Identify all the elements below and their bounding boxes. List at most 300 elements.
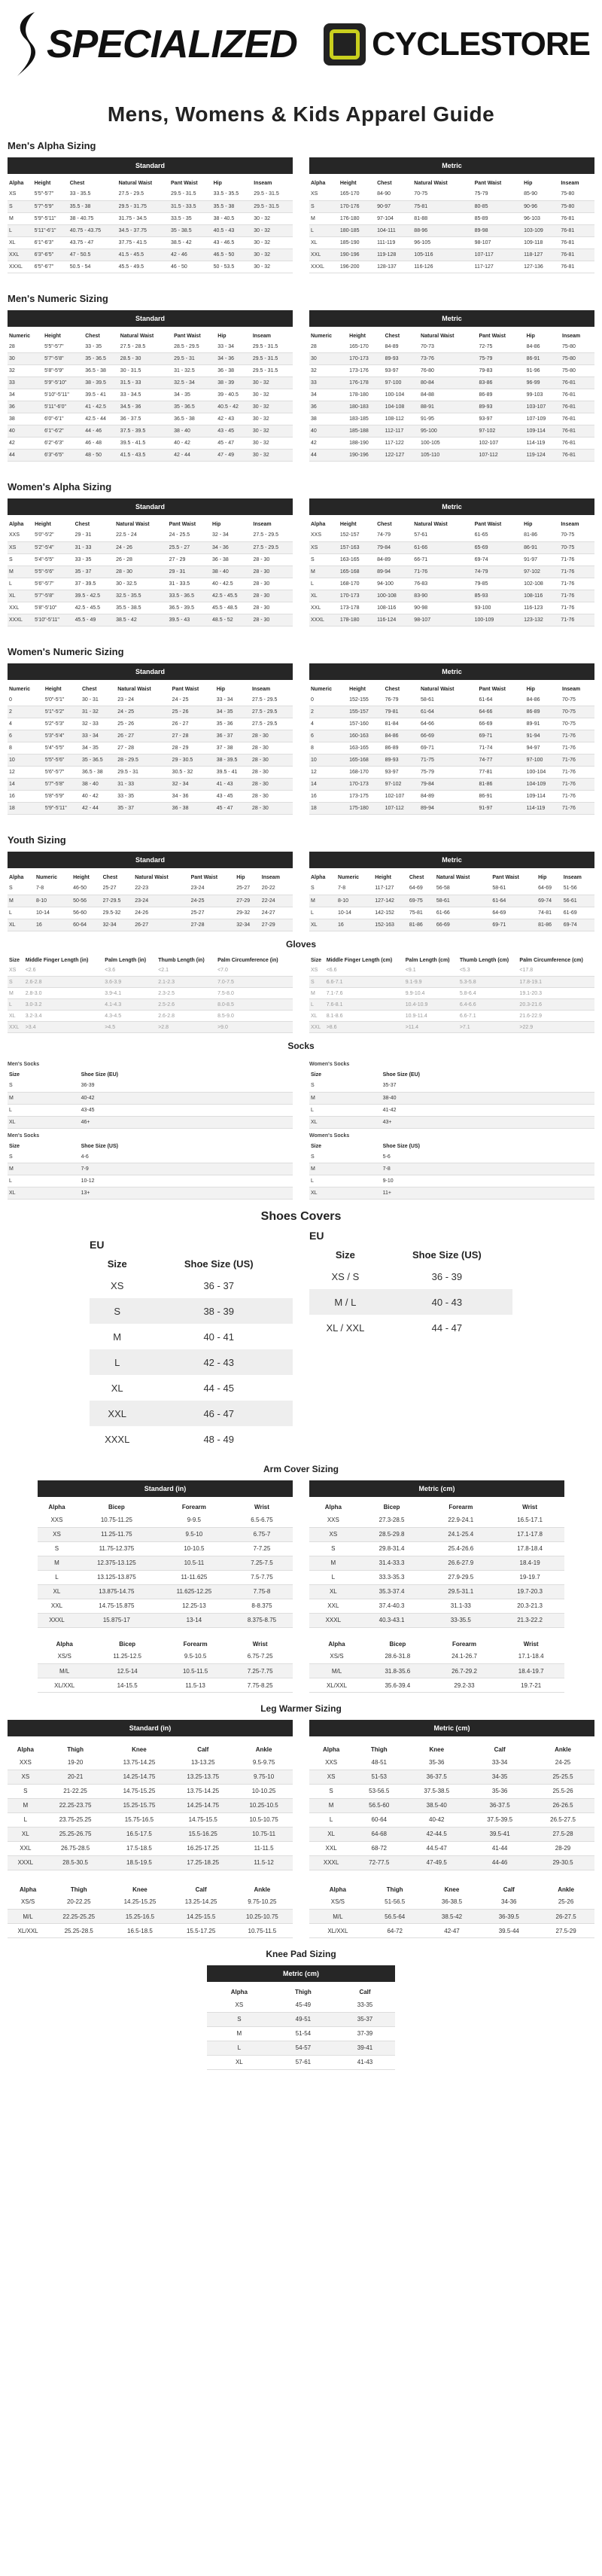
column-header: Numeric bbox=[311, 333, 333, 339]
table-cell: 5'10"-5'11" bbox=[43, 389, 84, 401]
gloves-tables bbox=[8, 956, 594, 1034]
table-cell: 37-39 bbox=[335, 2026, 395, 2041]
column-header: Inseam bbox=[561, 181, 579, 186]
arm-standard-table-2 bbox=[38, 1639, 293, 1693]
table-cell: 27.5 - 29.5 bbox=[252, 529, 293, 541]
table-cell: 32 - 34 bbox=[211, 529, 251, 541]
table-cell: 28 - 30 bbox=[252, 553, 293, 566]
table-cell: XS / S bbox=[331, 1270, 360, 1282]
table-row bbox=[8, 1812, 293, 1827]
table-cell: 30 - 32 bbox=[251, 389, 293, 401]
table-cell: >22.9 bbox=[518, 1022, 594, 1033]
table-cell: 27.5 - 29.5 bbox=[251, 694, 293, 706]
knee-pad-title: Knee Pad Sizing bbox=[266, 1949, 336, 1959]
table-cell: XL bbox=[8, 1187, 80, 1200]
column-header: Bicep bbox=[389, 1640, 406, 1648]
table-cell: L bbox=[309, 999, 325, 1011]
table-cell: 27 - 28 bbox=[171, 730, 215, 742]
size-table bbox=[38, 1639, 293, 1693]
table-cell: 10.75-11.5 bbox=[232, 1924, 293, 1938]
column-header: Size bbox=[9, 1143, 20, 1149]
table-row bbox=[8, 1755, 293, 1770]
table-row bbox=[8, 566, 293, 578]
table-cell: 84-89 bbox=[375, 553, 412, 566]
table-cell: 25 - 26 bbox=[171, 706, 215, 718]
table-cell: 34 - 36 bbox=[171, 791, 215, 803]
table-cell: 28.5-30.5 bbox=[44, 1855, 108, 1870]
column-header: Hip bbox=[526, 686, 535, 692]
table-cell: 30 - 32 bbox=[251, 401, 293, 413]
table-row bbox=[309, 919, 594, 931]
column-header: Alpha bbox=[322, 1746, 340, 1753]
column-header: Numeric bbox=[9, 333, 31, 339]
table-cell: 36 - 37 bbox=[203, 1279, 234, 1291]
table-cell: S bbox=[309, 977, 325, 988]
table-cell: 28.5-29.8 bbox=[357, 1527, 427, 1541]
table-cell: 5'8"-5'10" bbox=[33, 602, 74, 614]
table-cell: 70-75 bbox=[412, 188, 473, 200]
table-cell: 11-11.625 bbox=[157, 1570, 231, 1584]
table-cell: 10 bbox=[8, 755, 44, 767]
table-cell: 75-80 bbox=[559, 200, 594, 212]
table-cell: 7-8 bbox=[336, 883, 373, 895]
column-header: Thumb Length (in) bbox=[158, 957, 205, 963]
mens-socks-eu-table bbox=[8, 1070, 293, 1129]
table-cell: 30 - 32 bbox=[252, 224, 293, 236]
table-cell: 40-42 bbox=[80, 1092, 293, 1104]
table-row bbox=[8, 919, 293, 931]
table-cell: 25.4-26.6 bbox=[426, 1541, 495, 1556]
table-cell: 103-109 bbox=[522, 224, 559, 236]
table-row bbox=[8, 767, 293, 779]
table-cell: 69-74 bbox=[537, 895, 562, 907]
cyclestore-logo-icon bbox=[324, 23, 366, 66]
mens-socks-us-table bbox=[8, 1142, 293, 1200]
table-cell: 13+ bbox=[80, 1187, 293, 1200]
table-cell: 84-88 bbox=[419, 389, 477, 401]
table-row bbox=[8, 212, 293, 224]
table-cell: 109-118 bbox=[522, 236, 559, 248]
table-cell: 25.25-26.75 bbox=[44, 1827, 108, 1841]
table-cell: 51-56 bbox=[562, 883, 594, 895]
table-row bbox=[90, 1298, 293, 1324]
table-cell: 28 - 29.5 bbox=[116, 755, 170, 767]
table-cell: 9.5-10.5 bbox=[163, 1650, 227, 1664]
table-row bbox=[309, 1650, 564, 1664]
column-header: Wrist bbox=[252, 1640, 268, 1648]
table-cell: >9.0 bbox=[216, 1022, 293, 1033]
table-cell: 29.5-32 bbox=[102, 907, 134, 919]
table-cell: <7.0 bbox=[216, 965, 293, 977]
mens-numeric-section bbox=[8, 293, 594, 462]
table-cell: 5'7"-5'8" bbox=[43, 353, 84, 365]
table-cell: 17.8-18.4 bbox=[495, 1541, 564, 1556]
table-cell: 127-136 bbox=[522, 261, 559, 273]
table-cell: 18 bbox=[309, 803, 348, 815]
table-cell: 37.5-39.5 bbox=[468, 1812, 531, 1827]
table-row bbox=[38, 1527, 293, 1541]
table-cell: 28 - 30 bbox=[251, 767, 293, 779]
column-header: Thigh bbox=[386, 1886, 403, 1893]
column-header: Inseam bbox=[561, 522, 579, 527]
table-cell: M bbox=[8, 1092, 80, 1104]
table-cell: 27.5 - 29.5 bbox=[251, 718, 293, 730]
table-row bbox=[8, 450, 293, 462]
table-row bbox=[309, 1812, 594, 1827]
table-row bbox=[309, 730, 594, 742]
table-cell: 6'1"-6'3" bbox=[33, 236, 68, 248]
table-row bbox=[309, 200, 594, 212]
table-cell: 4.1-4.3 bbox=[103, 999, 157, 1011]
table-row bbox=[309, 1584, 564, 1599]
table-cell: 6'5"-6'7" bbox=[33, 261, 68, 273]
table-cell: XS bbox=[207, 1998, 272, 2012]
table-cell: 69-75 bbox=[408, 895, 435, 907]
table-cell: 173-175 bbox=[348, 791, 383, 803]
column-header: Natural Waist bbox=[117, 686, 151, 692]
table-cell: 30 - 32 bbox=[252, 236, 293, 248]
table-cell: 46+ bbox=[80, 1116, 293, 1128]
table-cell: 20-22.25 bbox=[48, 1895, 109, 1910]
table-cell: 86-91 bbox=[477, 791, 524, 803]
table-cell: S bbox=[309, 1080, 382, 1092]
table-cell: 33 bbox=[8, 377, 43, 389]
table-cell: 23.75-25.25 bbox=[44, 1812, 108, 1827]
table-cell: 11.75-12.375 bbox=[76, 1541, 157, 1556]
table-cell: S bbox=[207, 2012, 272, 2026]
table-cell: 83-86 bbox=[477, 377, 524, 389]
table-cell: 16 bbox=[309, 791, 348, 803]
table-row bbox=[309, 401, 594, 413]
table-cell: 76-81 bbox=[561, 425, 594, 437]
table-cell: 89-94 bbox=[375, 566, 412, 578]
table-row bbox=[309, 767, 594, 779]
table-cell: 35 - 37 bbox=[74, 566, 114, 578]
table-cell: 28.5 - 29.5 bbox=[172, 341, 216, 353]
table-cell: 24 - 25 bbox=[171, 694, 215, 706]
table-cell: 29.2-33 bbox=[431, 1678, 498, 1693]
table-cell: L bbox=[309, 578, 339, 590]
column-header: Wrist bbox=[523, 1640, 539, 1648]
table-cell: 28.5 - 30 bbox=[119, 353, 172, 365]
table-cell: L bbox=[8, 224, 33, 236]
table-cell: 64-69 bbox=[408, 883, 435, 895]
table-cell: 37.5-38.5 bbox=[405, 1784, 468, 1798]
table-cell: XS bbox=[309, 1770, 353, 1784]
column-header: Alpha bbox=[9, 522, 24, 527]
table-cell: 102-107 bbox=[477, 437, 524, 450]
table-cell: 13-13.25 bbox=[171, 1755, 235, 1770]
table-cell: 96-103 bbox=[522, 212, 559, 224]
table-cell: 29.5 - 31.5 bbox=[169, 188, 212, 200]
column-header: Calf bbox=[494, 1746, 506, 1753]
table-cell: 88-91 bbox=[419, 401, 477, 413]
table-cell: 42 - 43 bbox=[216, 413, 251, 425]
table-row bbox=[309, 742, 594, 755]
table-cell: 31 - 32.5 bbox=[172, 365, 216, 377]
table-row bbox=[309, 614, 594, 626]
table-row bbox=[8, 261, 293, 273]
table-cell: 81-86 bbox=[408, 919, 435, 931]
column-header: Bicep bbox=[383, 1504, 400, 1511]
table-cell: 27 - 28 bbox=[116, 742, 170, 755]
table-cell: 89-93 bbox=[384, 755, 419, 767]
column-header: Pant Waist bbox=[174, 333, 201, 339]
table-row bbox=[309, 248, 594, 261]
table-cell: 7.5-7.75 bbox=[231, 1570, 293, 1584]
table-cell: 33 - 34 bbox=[215, 694, 251, 706]
table-cell: 12.5-14 bbox=[91, 1664, 163, 1678]
table-cell: 108-112 bbox=[384, 413, 419, 425]
column-header: Chest bbox=[385, 333, 400, 339]
table-cell: 21.6-22.9 bbox=[518, 1011, 594, 1022]
column-header: Chest bbox=[377, 181, 392, 186]
table-cell: XL bbox=[8, 590, 33, 602]
table-cell: 4 bbox=[8, 718, 44, 730]
table-cell: 102-107 bbox=[384, 791, 419, 803]
table-row bbox=[309, 1513, 564, 1527]
table-cell: M bbox=[38, 1556, 76, 1570]
table-cell: 16 bbox=[336, 919, 373, 931]
table-cell: 13.875-14.75 bbox=[76, 1584, 157, 1599]
table-row bbox=[309, 437, 594, 450]
table-cell: 76-83 bbox=[412, 578, 473, 590]
table-cell: 7.6-8.1 bbox=[325, 999, 404, 1011]
brand-specialized: SPECIALIZED bbox=[47, 23, 297, 66]
table-cell: XS/S bbox=[8, 1895, 48, 1910]
table-cell: 76-81 bbox=[561, 377, 594, 389]
column-header: Middle Finger Length (in) bbox=[25, 957, 89, 963]
table-row bbox=[8, 907, 293, 919]
table-row bbox=[309, 1116, 594, 1128]
table-cell: 22-24 bbox=[260, 895, 293, 907]
table-cell: 157-163 bbox=[339, 541, 375, 553]
table-cell: 75-79 bbox=[473, 188, 523, 200]
table-cell: 28 bbox=[309, 341, 348, 353]
column-header: Numeric bbox=[35, 875, 57, 880]
table-cell: 28 - 30 bbox=[252, 602, 293, 614]
table-cell: XL bbox=[38, 1584, 76, 1599]
table-cell: 39 - 40.5 bbox=[216, 389, 251, 401]
table-cell: 14.75-15.25 bbox=[108, 1784, 172, 1798]
column-header: Wrist bbox=[254, 1504, 269, 1511]
table-row bbox=[309, 1613, 564, 1627]
table-cell: 24.1-26.7 bbox=[431, 1650, 498, 1664]
table-cell: 6.4-6.6 bbox=[458, 999, 518, 1011]
column-header: Size bbox=[9, 957, 20, 963]
table-cell: 71-75 bbox=[419, 755, 477, 767]
table-cell: 28 - 30 bbox=[252, 614, 293, 626]
table-cell: 84-86 bbox=[525, 341, 561, 353]
column-header: Height bbox=[339, 522, 357, 527]
table-cell: L bbox=[309, 1175, 382, 1187]
table-cell: XL/XXL bbox=[309, 1678, 364, 1693]
table-cell: 42 - 46 bbox=[169, 248, 212, 261]
table-cell: 33-35 bbox=[335, 1998, 395, 2012]
table-cell: 39.5-41 bbox=[468, 1827, 531, 1841]
table-cell: 6.75-7 bbox=[231, 1527, 293, 1541]
table-cell: 23-24 bbox=[190, 883, 236, 895]
table-cell: 5'7"-5'8" bbox=[33, 590, 74, 602]
table-cell: 10.25-10.5 bbox=[235, 1798, 293, 1812]
table-cell: 71-76 bbox=[561, 730, 594, 742]
table-cell: 38.5 - 42 bbox=[169, 236, 212, 248]
table-cell: 76-81 bbox=[561, 413, 594, 425]
table-cell: 74-81 bbox=[537, 907, 562, 919]
table-cell: 64-66 bbox=[419, 718, 477, 730]
table-cell: 38 - 39 bbox=[144, 1298, 293, 1324]
table-cell: 37.5 - 39.5 bbox=[119, 425, 172, 437]
table-cell: <9.1 bbox=[404, 965, 458, 977]
table-cell: 14.25-15.25 bbox=[109, 1895, 170, 1910]
table-row bbox=[8, 1827, 293, 1841]
table-cell: 86-91 bbox=[525, 353, 561, 365]
table-cell: 35 - 36.5 bbox=[172, 401, 216, 413]
table-cell: 37 - 38 bbox=[215, 742, 251, 755]
column-header: Alpha bbox=[328, 1640, 345, 1648]
table-cell: XL bbox=[111, 1382, 123, 1394]
table-cell: 29.8-31.4 bbox=[357, 1541, 427, 1556]
table-cell: >7.1 bbox=[458, 1022, 518, 1033]
table-cell: 36 - 39 bbox=[431, 1270, 463, 1282]
table-cell: L bbox=[309, 1812, 353, 1827]
table-cell: 33.5 - 35.5 bbox=[212, 188, 253, 200]
column-header: Inseam bbox=[253, 522, 272, 527]
table-cell: 32 bbox=[8, 365, 43, 377]
table-cell: 14.25-15.5 bbox=[171, 1910, 232, 1924]
table-cell: M bbox=[309, 1092, 382, 1104]
table-cell: 188-190 bbox=[348, 437, 383, 450]
column-header: Chest bbox=[377, 522, 392, 527]
table-cell: XL bbox=[309, 1187, 382, 1200]
table-cell: 99-103 bbox=[525, 389, 561, 401]
table-cell: 180-183 bbox=[348, 401, 383, 413]
table-cell: 2.8-3.0 bbox=[24, 988, 104, 999]
table-cell: 8.5-9.0 bbox=[216, 1011, 293, 1022]
table-cell: 107-117 bbox=[473, 248, 523, 261]
table-cell: 10-10.25 bbox=[235, 1784, 293, 1798]
table-cell: 29.5 - 31.5 bbox=[252, 200, 293, 212]
table-cell: 29-30.5 bbox=[531, 1855, 594, 1870]
table-cell: 68-72 bbox=[353, 1841, 405, 1855]
table-cell: 5'1"-5'2" bbox=[44, 706, 81, 718]
table-cell: XL bbox=[309, 1827, 353, 1841]
table-cell: 75-79 bbox=[419, 767, 477, 779]
table-cell: 29.5 - 31.5 bbox=[252, 188, 293, 200]
table-cell: 39.5 - 41 bbox=[84, 389, 119, 401]
shoe-covers-left-table bbox=[90, 1255, 293, 1452]
table-cell: XXL bbox=[38, 1599, 76, 1613]
table-cell: 89-93 bbox=[384, 353, 419, 365]
shoe-covers-left-label: EU bbox=[90, 1239, 105, 1251]
table-cell: 58-61 bbox=[419, 694, 477, 706]
table-cell: 33.5 - 36.5 bbox=[168, 590, 211, 602]
table-cell: 46.5 - 50 bbox=[212, 248, 253, 261]
table-row bbox=[309, 1080, 594, 1092]
table-cell: 23 - 24 bbox=[116, 694, 170, 706]
table-row bbox=[309, 425, 594, 437]
table-row bbox=[207, 1998, 395, 2012]
table-cell: 13.75-14.25 bbox=[108, 1755, 172, 1770]
leg-warmer-section bbox=[8, 1720, 594, 1938]
table-cell: 34 - 35 bbox=[172, 389, 216, 401]
table-cell: 13-14 bbox=[157, 1613, 231, 1627]
table-cell: 47-49.5 bbox=[405, 1855, 468, 1870]
table-cell: 51-53 bbox=[353, 1770, 405, 1784]
table-cell: 43+ bbox=[382, 1116, 594, 1128]
table-row bbox=[8, 1092, 293, 1104]
table-row bbox=[8, 541, 293, 553]
table-cell: 178-180 bbox=[339, 614, 375, 626]
table-row bbox=[8, 413, 293, 425]
table-cell: 42.5 - 45.5 bbox=[211, 590, 251, 602]
table-cell: 100-104 bbox=[384, 389, 419, 401]
table-cell: 185-188 bbox=[348, 425, 383, 437]
table-cell: 22-23 bbox=[133, 883, 189, 895]
table-cell: L bbox=[8, 1175, 80, 1187]
table-cell: 6 bbox=[8, 730, 44, 742]
table-cell: 53-56.5 bbox=[353, 1784, 405, 1798]
column-header: Calf bbox=[197, 1746, 209, 1753]
table-row bbox=[8, 1855, 293, 1870]
table-cell: 170-173 bbox=[348, 779, 383, 791]
arm-metric-table-2 bbox=[309, 1639, 564, 1693]
table-cell: 109-114 bbox=[525, 425, 561, 437]
table-cell: 16.25-17.25 bbox=[171, 1841, 235, 1855]
table-cell: 42 bbox=[8, 437, 43, 450]
table-cell: 7.25-7.75 bbox=[227, 1664, 293, 1678]
table-cell: 91-96 bbox=[525, 365, 561, 377]
table-row bbox=[309, 1570, 564, 1584]
column-header: Thigh bbox=[370, 1746, 388, 1753]
table-cell: 89-91 bbox=[525, 718, 561, 730]
column-header: Knee bbox=[132, 1746, 147, 1753]
table-cell: XL bbox=[309, 1584, 357, 1599]
table-cell: 6.75-7.25 bbox=[227, 1650, 293, 1664]
table-cell: 30 - 32 bbox=[251, 437, 293, 450]
arm-metric-bar: Metric (cm) bbox=[309, 1480, 564, 1497]
column-header: Alpha bbox=[311, 522, 326, 527]
table-cell: 89-94 bbox=[419, 803, 477, 815]
column-header: Ankle bbox=[254, 1886, 271, 1893]
table-cell: 5'6"-5'7" bbox=[44, 767, 81, 779]
table-cell: 39.5-44 bbox=[480, 1924, 537, 1938]
table-cell: 3.9-4.1 bbox=[103, 988, 157, 999]
size-table bbox=[309, 956, 594, 1034]
table-cell: XS bbox=[309, 965, 325, 977]
section-title: Men's Numeric Sizing bbox=[8, 292, 108, 304]
table-cell: 0 bbox=[309, 694, 348, 706]
table-cell: 94-97 bbox=[525, 742, 561, 755]
table-cell: 3.2-3.4 bbox=[24, 1011, 104, 1022]
gloves-metric bbox=[309, 956, 594, 1034]
table-cell: 26 - 28 bbox=[114, 553, 167, 566]
table-cell: XS bbox=[38, 1527, 76, 1541]
table-cell: 41 - 42.5 bbox=[84, 401, 119, 413]
table-cell: M/L bbox=[309, 1664, 364, 1678]
table-cell: 2.5-2.6 bbox=[157, 999, 216, 1011]
youth-section bbox=[8, 834, 594, 931]
table-cell: 36-39 bbox=[80, 1080, 293, 1092]
table-cell: 35-36 bbox=[468, 1784, 531, 1798]
table-cell: XS bbox=[309, 188, 339, 200]
table-cell: 35.6-39.4 bbox=[364, 1678, 431, 1693]
table-cell: 85-89 bbox=[473, 212, 523, 224]
column-header: Natural Waist bbox=[421, 333, 455, 339]
table-cell: 89-98 bbox=[473, 224, 523, 236]
table-cell: 36.5 - 38 bbox=[81, 767, 116, 779]
table-cell: 104-111 bbox=[375, 224, 412, 236]
